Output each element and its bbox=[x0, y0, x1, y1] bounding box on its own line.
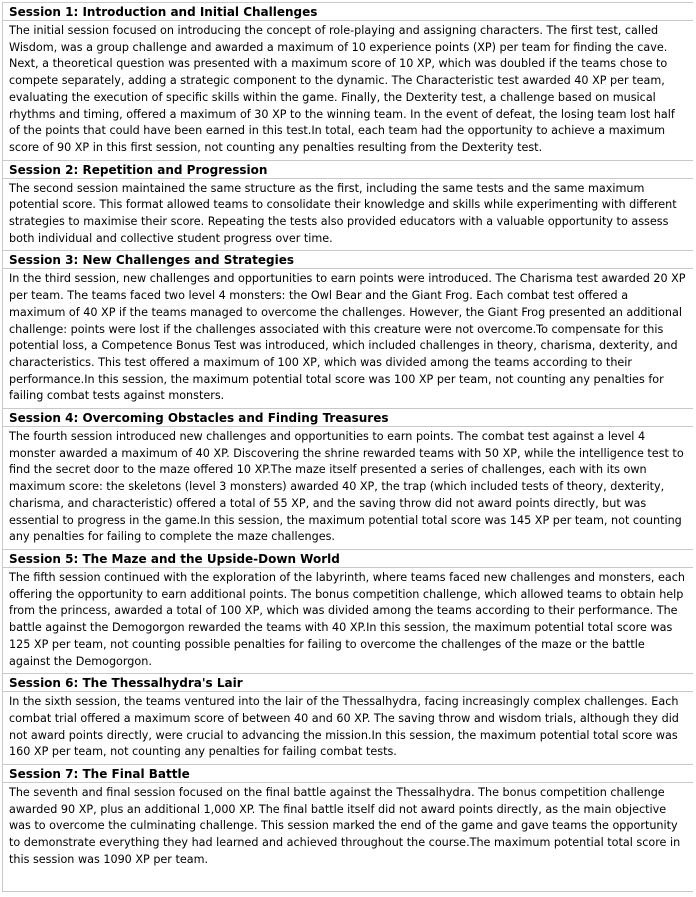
session-heading: Session 7: The Final Battle bbox=[3, 765, 693, 783]
session-1 bbox=[3, 3, 693, 161]
session-3 bbox=[3, 251, 693, 409]
session-heading: Session 5: The Maze and the Upside-Down World bbox=[3, 550, 693, 568]
session-description: The initial session focused on introducing the concept of role-playing and assigning characters. The first test, called Wisdom, was a group challenge and awarded a maximum of 10 experience points (XP) per team for finding the cave. Next, a theoretical question was presented with a maximum score of 10 XP, which was doubled if the teams chose to compete separately, adding a strategic component to the dynamic. The Characteristic test awarded 40 XP per team, evaluating the execution of specific skills within the game. Finally, the Dexterity test, a challenge based on musical rhythms and timing, offered a maximum of 30 XP to the winning team. In the event of defeat, the losing team lost half of the points that could have been earned in this test.In total, each team had the opportunity to achieve a maximum score of 90 XP in this first session, not counting any penalties resulting from the Dexterity test. bbox=[3, 21, 693, 161]
session-description: The second session maintained the same structure as the first, including the same tests and the same maximum potential score. This format allowed teams to consolidate their knowledge and skills while experimenting with different strategies to maximise their score. Repeating the tests also provided educators with a valuable opportunity to assess both individual and collective student progress over time. bbox=[3, 179, 693, 252]
session-description: In the third session, new challenges and opportunities to earn points were introduced. The Charisma test awarded 20 XP per team. The teams faced two level 4 monsters: the Owl Bear and the Giant Frog. Each combat test offered a maximum of 40 XP if the teams managed to overcome the challenges. However, the Giant Frog presented an additional challenge: points were lost if the challenges associated with this creature were not overcome.To compensate for this potential loss, a Competence Bonus Test was introduced, which included challenges in theory, charisma, dexterity, and characteristics. This test offered a maximum of 100 XP, which was divided among the teams according to their performance.In this session, the maximum potential total score was 100 XP per team, not counting any penalties for failing combat tests against monsters. bbox=[3, 269, 693, 409]
session-heading: Session 6: The Thessalhydra's Lair bbox=[3, 674, 693, 692]
session-description: In the sixth session, the teams ventured into the lair of the Thessalhydra, facing increasingly complex challenges. Each combat trial offered a maximum score of between 40 and 60 XP. The saving throw and wisdom trials, although they did not award points directly, were crucial to advancing the mission.In this session, the maximum potential total score was 160 XP per team, not counting any penalties for failing combat tests. bbox=[3, 692, 693, 765]
session-7 bbox=[3, 765, 693, 872]
session-4 bbox=[3, 409, 693, 550]
session-heading: Session 4: Overcoming Obstacles and Finding Treasures bbox=[3, 409, 693, 427]
session-description: The fifth session continued with the exploration of the labyrinth, where teams faced new challenges and monsters, each offering the opportunity to earn additional points. The bonus competition challenge, which allowed teams to obtain help from the princess, awarded a total of 100 XP, which was divided among the teams according to their performance. The battle against the Demogorgon rewarded the teams with 40 XP.In this session, the maximum potential total score was 125 XP per team, not counting possible penalties for failing to overcome the challenges of the maze or the battle against the Demogorgon. bbox=[3, 568, 693, 674]
session-description: The seventh and final session focused on the final battle against the Thessalhydra. The bonus competition challenge awarded 90 XP, plus an additional 1,000 XP. The final battle itself did not award points directly, as the main objective was to overcome the culminating challenge. This session marked the end of the game and gave teams the opportunity to demonstrate everything they had learned and achieved throughout the course.The maximum potential total score in this session was 1090 XP per team. bbox=[9, 786, 681, 866]
session-table bbox=[2, 2, 693, 892]
session-heading: Session 3: New Challenges and Strategies bbox=[3, 251, 693, 269]
session-heading: Session 2: Repetition and Progression bbox=[3, 161, 693, 179]
session-6 bbox=[3, 674, 693, 765]
session-5 bbox=[3, 550, 693, 674]
session-2 bbox=[3, 161, 693, 252]
session-description: The fourth session introduced new challenges and opportunities to earn points. The combat test against a level 4 monster awarded a maximum of 40 XP. Discovering the shrine rewarded teams with 50 XP, while the intelligence test to find the secret door to the maze offered 10 XP.The maze itself presented a series of challenges, each with its own maximum score: the skeletons (level 3 monsters) awarded 40 XP, the trap (which included tests of theory, dexterity, charisma, and characteristic) offered a total of 55 XP, and the saving throw did not award points directly, but was essential to progress in the game.In this session, the maximum potential total score was 145 XP per team, not counting any penalties for failing to complete the maze challenges. bbox=[3, 427, 693, 550]
session-heading: Session 1: Introduction and Initial Challenges bbox=[3, 3, 693, 21]
